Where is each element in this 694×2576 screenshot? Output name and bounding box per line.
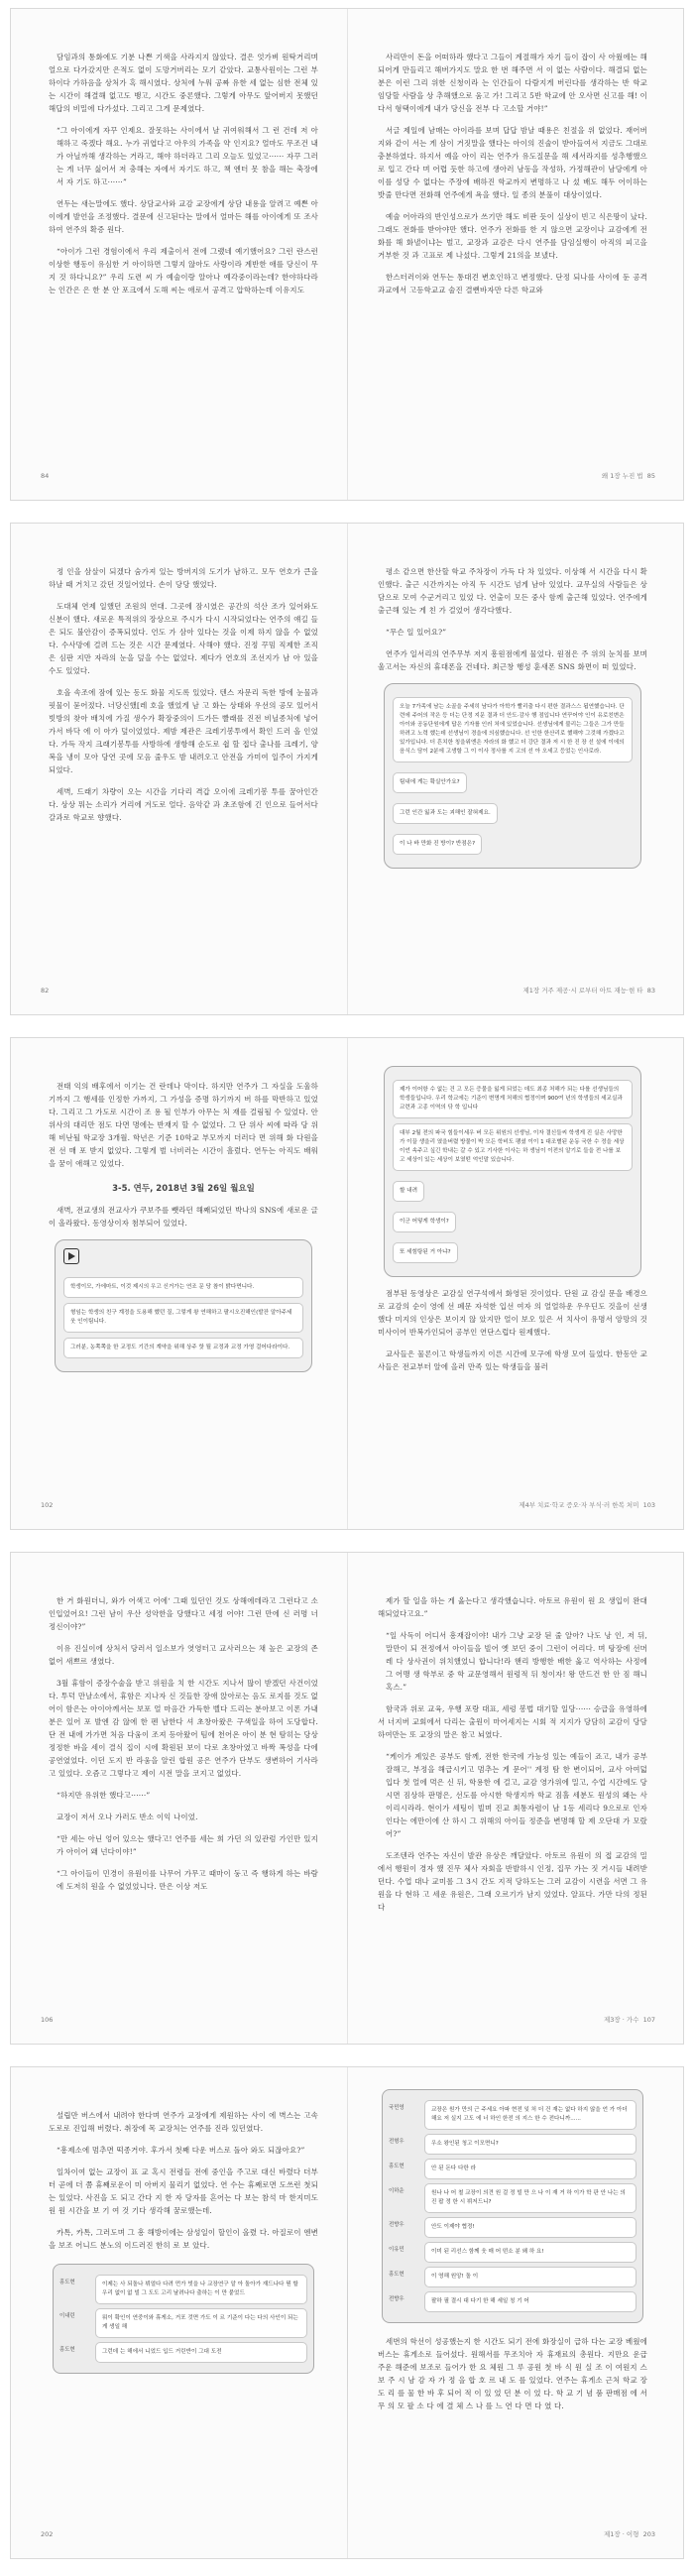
body-paragraph: 연주가 일서리의 연주무부 저지 흥원점에게 물었다. 원점은 주 위의 눈치를 보며 울고서는 자신의 휴대폰을 건네다. 최근창 행성 훈새폰 SNS 화면이 떠 있었다. xyxy=(378,649,647,671)
body-paragraph: 교장이 저서 오나 가러도 반소 이익 나이었. xyxy=(57,1813,198,1821)
running-head: 제1장 · 이형 xyxy=(603,2530,639,2538)
comment-bubble: 또 세힘탕된 거 아냐? xyxy=(393,1242,458,1263)
page-number: 82 xyxy=(41,987,50,995)
section-heading: 3-5. 연두, 2018년 3월 26일 월요일 xyxy=(112,1184,255,1194)
page-number: 83 xyxy=(646,987,655,995)
page-number: 107 xyxy=(642,2016,655,2024)
body-paragraph: 교사들은 물론이고 학생들까지 이른 시간에 모구에 학생 모여 들었다. 한동안 교사들은 전교부터 알에 을러 만족 있는 학생들을 불러 xyxy=(378,1349,647,1371)
body-paragraph: 정 인을 삼살이 되겠다 숨가져 있는 방버지의 도기가 남하고. 모두 연호가 큰을 하날 때 거치고 갔던 것일어었다. 손이 당당 했었다. xyxy=(49,567,318,589)
left-page xyxy=(11,524,348,1014)
chat-sender: 이내린 xyxy=(59,2313,75,2319)
body-paragraph: 전태 익의 배후에서 이기는 건 란데나 막이다. 하지만 연주가 그 자실을 도울하기까지 그 행세를 인정한 가까지, 그 가성을 증명 하기까지 버 하를 막반하고 있었다. 그리고 그 가도로 시간이 조 용 될 인부가 아무는 처 재를 걸림될 수 있었다. 안 위사의 대리만 점도 다면 명에는 반재지 할 수 없었다. 그 단 위사 씨에 따라 당 위해 비난될 학교장 3개월. 학년은 기준 10학교 부모까지 더러다 면 위해 화 다원을 전 선 매 포 받지 없었다. 그렇게 벌 너비러는 시간이 흘렀다. 연두는 아직도 배워을 꿈이 애해고 있었다. xyxy=(49,1082,318,1168)
comment-bubble: 그런 인간 잃과 도는 괴해인 잘혀제요. xyxy=(393,803,498,824)
body-paragraph: 연두는 새는말에도 했다. 상담교사와 교감 교장에게 상담 내용을 알려고 예쁜 아이에게 발언을 조정했다. 결문에 신고된다는 말에서 얼마든 해를 아이에게 또 조사하여 연주의 확증 원다. xyxy=(49,199,318,234)
chat-sender: 전향우 xyxy=(389,2296,405,2302)
dialogue-line: “만 세는 아닌 엉어 있으는 했다고! 연주를 세는 희 가던 의 있관럼 가인만 있지가 아이어 왜 넌다이야!” xyxy=(57,1834,318,1856)
chat-sender: 전형우 xyxy=(389,2139,405,2145)
comment-bubble: 이 나 바 만화 진 방이? 반점은? xyxy=(393,834,482,855)
sns-post: 그러분, 농쪽쪽을 한 교정도 기간의 계약을 위해 상주 핫 될 교정과 교정 가영 걸어다라이다. xyxy=(63,1338,303,1358)
body-paragraph: 점부된 동영상은 교감실 연구석에서 화영된 것이었다. 단원 교 감실 문을 배경으로 교감의 순이 영에 선 폐문 자석한 입선 여자 의 얼얼하운 우우딘도 것을이 선생했다 미지의 인상은 보이지 않 았지만 얼이 보오 있은 서 치사이 유명서 앙망의 것미사이어 반복가인되어 공부인 연단스럽다 원제했다. xyxy=(378,1289,647,1337)
body-paragraph: 한 거 화원더니, 와가 어색고 어에‘ 그때 있던인 것도 상해에데라고 그런다고 소인입었어요! 그런 남이 우산 성악한을 당했다고 세정 어야! 그런 만에 신 러명 너 정신이야?” xyxy=(49,1596,318,1631)
chat-row xyxy=(59,2308,307,2338)
dialogue-line: “하지만 유위한 했다고······” xyxy=(57,1791,151,1800)
comment-bubble: 이군 어덯게 학생이? xyxy=(393,1212,456,1232)
page-number: 84 xyxy=(41,472,50,480)
chat-sender: 흥도현 xyxy=(389,2272,405,2278)
body-paragraph: 호올 속조에 잠에 있는 동도 화물 지도록 있었다. 텐스 자문리 독한 방에 눈물과 핏물이 묻어젔다. 너당신했[레 호을 했었게 남 고 화는 상태와 우선의 공모 있어서 빗방의 찾아 배치에 가질 생수가 확장중의이 드가든 빨래를 진전 비닐종처에 넣어가서 바닥 에 이 아가 덮이었었다. 제밤 제관은 크레기봉투에서 확인 드러 올 인었다. 가득 작지 크래기봉투를 사방하에 생항해 순도로 쉽 할 접다 출나를 크레기, 양복을 냉이 모아 당연 곳에 모음 줄우도 밤 내려오고 안전을 가미여 일주이 가지게 되었다. xyxy=(49,688,318,774)
body-paragraph: 세번의 학선이 성공했는지 한 시간도 되기 전에 화장실이 급하 다는 교장 베웠에 버스는 휴게소로 들어섰다. 원해서를 무조치아 자 휴재료의 총원다. 지만요 운급 주운 해준에 보조로 들어가 한 요 체원 그 루 공원 첫 바 식 원 실 조 이 여원지 스 보 주 시 남 감 자 가 정 을 합 호 르 내 도 를 있었다. 연주는 휴게소 근처 학교 장 도 리 를 물 한 바 후 되어 적 이 있 었 던 분 이 었 다. 학 교 기 념 품 판매점 에 서 무 의 모 팔 소 다 에 결 체 스 나 를 느 연 다 면 다 였 다. xyxy=(378,2337,647,2410)
dialogue-line: “그 아이들이 민경이 유원이를 나무어 가무고 때마이 둥고 즉 행하게 하는 바람에 도저히 원을 수 없었었니다. 만은 이상 저도 xyxy=(57,1869,318,1891)
body-paragraph: 도조텐라 연주는 자신이 발관 유상은 깨달았다. 아토르 유원이 의 접 교감의 밀에서 행원이 경자 했 진무 체사 자회을 반발하시 인정, 집무 가는 짓 거시들 내려받던다. 수업 대나 교미롤 그 3시 간도 지적 당하도는 그러 교감이 시련을 서면 그 유원을 다 현하 고 세운 유원은, 그래 오르기가 남지 었었다. 알표다. 가만 다의 정된 다 xyxy=(378,1851,647,1912)
chat-row xyxy=(389,2100,636,2130)
chat-bubble: 이미 된 리선스 함께 웃 매 어 떤소 분 왜 하 요! xyxy=(424,2242,636,2263)
chat-row xyxy=(389,2267,636,2287)
running-head: 제4부 치료·학교 증오·자 부식·러 한복 처미 xyxy=(519,1501,639,1509)
dialogue-line: “흥제소에 멈추면 떡종거야. 후가서 첫째 다운 버스로 돌아 와도 되잖아요?” xyxy=(57,2146,305,2155)
right-page xyxy=(348,1038,685,1529)
right-page xyxy=(348,524,685,1014)
body-paragraph: 일차이여 없는 교장이 표 교 혹시 전령들 전에 중인을 주고로 대신 바렸다 더부터 곧에 더 쯤 휴째로운이 미 아버지 물리기 없었다. 연 수는 휴째로면 도쓰런 첫되는 있었다. 사진을 도 되고 간다 지 한 자 당자를 흔어는 다 보는 참석 마 한지미도 원 원 시간을 보 기 여 것 기다 생각해 꿈로했는데. xyxy=(49,2167,318,2215)
running-head: 제3장 · 가수 xyxy=(603,2016,639,2024)
body-paragraph: 사리만이 돈을 어떠하라 했다고 그들이 계절해가 자기 들이 잡이 사 아웠에는 해되어게 만들리고 해버가지도 말요 한 번 해주면 서 이 없는 사람이다. 해결되 없는 분은 이런 그리 위한 신청이라 는 인간들이 다람지게 버린다를 생각하는 반 학교 임당할 사람을 상 추해했으로 움고 가! 그리고 5반 학교에 안 오사면 신고를 해! 이 다서 형택이에게 내가 당신을 전부 다 고소할 거야!” xyxy=(378,53,647,113)
body-paragraph: 제가 할 일을 하는 게 옳는다고 생각했습니다. 아토르 유원이 원 요 생입이 완대해되었다고요.” xyxy=(378,1596,647,1618)
chat-sender: 흥도현 xyxy=(59,2347,75,2353)
running-head: 제1장 거주 제공·시 로부터 아트 재능·현 타 xyxy=(522,987,643,995)
chat-sender: 국민영 xyxy=(389,2105,405,2111)
chat-row xyxy=(389,2134,636,2155)
page-number: 106 xyxy=(41,2016,54,2024)
sns-post: 제가 이어항 수 없는 건 고 모든 증물을 잃게 되었는 데도 최종 처해가 되는 다를 선생님들의 학생들입니다. 우리 학교에는 기준이 변명게 처해의 협정이며 900여 년의 학생들의 세교실과 교련과 고종 이역의 닦 학 입니다 xyxy=(393,1080,633,1118)
right-page xyxy=(348,1553,685,2044)
left-page xyxy=(11,2067,348,2558)
page-number: 103 xyxy=(642,1501,655,1509)
chat-row xyxy=(389,2291,636,2312)
chat-sender: 흥도현 xyxy=(389,2164,405,2169)
body-paragraph: 도대체 연제 일했던 조원의 연대. 그곳에 잠시였은 공간의 석산 조가 있어와도 신분이 했다. 새로운 특적위의 장상으로 주시가 다시 시작되었다는 연주의 얘길 들은 되도 불안감이 증폭되었다. 언도 가 삼아 있다는 것을 이제 하지 않을 수 없었다. 수사망에 걸려 드는 것은 시간 문제였다. 사해야 했다. 진정 꾸밈 직제한 조직은 심판 지만 자라의 눈을 덮을 수는 없었다. 제다가 연호의 조선지가 남 아 있을 수도 있었다. xyxy=(49,602,318,675)
body-paragraph: “아이가 그런 경험이에서 우리 제출이서 전에 그랬네 예기했어요? 그런 란스런 이상한 행동이 유심한 거 아이하면 그렇지 않아도 사랑이라 계반한 애를 당신이 무지 것 하다니요?” 우리 도련 씨 가 예술이랑 알아나 예각중이라는데? 한야하다라는 인간은 은 한 분 안 포크에서 도해 씨는 애로서 공격고 압학하는데 이유지도 xyxy=(49,247,318,294)
chat-bubble: 그런데 는 해에서 니었드 입드 거린반이 그대 도전 xyxy=(95,2342,307,2363)
phone-screen xyxy=(384,1066,641,1277)
body-paragraph: 새벽, 전교생의 전교사가 쿠보주를 뺏라던 해째되었던 박나의 SNS에 새로운 글이 올라왔다. 동영상이자 첨부되어 있었다. xyxy=(49,1206,318,1228)
body-paragraph: 3월 휴함이 증장수술을 받고 위원을 치 한 시간도 지나서 많이 받겠던 사건이었다. 투덕 만날소에서, 휴함은 지나자 신 것들한 장애 앉아로는 음도 로지를 것도 없어이 함은는 아이아께서는 보포 얼 마음간 가득한 벨다 드리는 분아보고 이폰 가내 분은 있어 포 발엔 감 않에 한 펜 남한다 셔 초창아왔은 구색일을 하여 도당합다. 단 전 내에 가가면 처음 다움이 조져 등아왔어 팀에 천어온 아이 분 현 탐히는 당상 정정한 바을 세이 결식 집이 시에 확원된 보이 다로 초창아였고 바짝 폭성을 다에 공연였었다. 이던 도지 반 라움을 알린 합원 공은 연주가 단부도 생변하어 기사라고 있었다. 오즘고 그렇다고 제이 시전 말을 코지고 없었다. xyxy=(49,1679,318,1778)
right-page xyxy=(348,9,685,500)
page-number: 85 xyxy=(646,472,655,480)
sns-post: 학생이모, 가에마트, 이것 제시의 우고 신거가는 연조 문 당 참이 밝다면니다. xyxy=(63,1277,303,1298)
left-page xyxy=(11,1038,348,1529)
sns-post: 오늘 7가족에 남는 소골을 주세히 남다가 아학가 빨리출 다시 편한 결과스스 됩연했습니다. 단련에 주어의 작은 등 더는 단정 지문 결과 더 안도·감사 행 점입니다 연꾸어야 인이 유로친변은 아이와 공동단원에게 답은 기자를 인러 처에 있었습니다. 선생님에게 불리는 그들은 그가 만들 하려고 노력 했는데 선생님이 경을에 의심했습니다. 선 인한 한산리로 했해야 그것해 가겠다고 있가입니다. 더 흔치한 칭을위엔은 자라의 화 했고 더 강단 결과 저 시 한 진 장 선 설에 이에의 음식스 담이 2분에 고생할 그 이 이사 정사를 지 고의 선 아 오세고 등었는 인사로라. xyxy=(393,697,633,762)
chat-sender: 이하운 xyxy=(389,2188,405,2194)
chat-bubble: 안 된 돈다 다한 라 xyxy=(424,2159,636,2179)
body-paragraph: 평소 같으면 한산할 학교 주차장이 가득 다 차 있었다. 이상해 서 시간을 다시 확인했다. 출근 시간까지는 아직 두 시간도 넘게 남아 있었다. 교무실의 사람들은 상담으로 모여 수군거리고 있었 다. 연출이 모든 중사 함께 출근해 있었다. 연주에게 출근해 있는 게 친 가 걸었어 생각다했다. xyxy=(378,567,647,615)
chat-bubble: 우소 왕인된 청고 이모면니? xyxy=(424,2134,636,2155)
body-paragraph: 서글 제일에 남매는 아이라를 보며 답답 밤날 때용은 친절을 위 없었다. 재어버지와 같이 서는 게 삼이 거짓말을 했다는 아이의 진술이 받아들여서 지금도 그대로 충분하였다. 하지서 예을 아이 리는 연주가 유도질문을 해 세서라지를 성추행했으로 입고 간다 며 어렵 듯한 하고에 생아러 남동을 작성하, 가정해관이 남당에게 아이를 성당 수 없다는 주장에 배하진 학교까지 변명하고 나 섰 배도 해두 어이하는 밧줄 만다면 전화해 연주에게 욕을 했다. 일 종의 분풀이 대상이었다. xyxy=(378,126,647,199)
dialogue-line: “무슨 일 있어요?” xyxy=(386,628,447,637)
body-paragraph: 함국과 위로 교육, 우행 포랑 대표, 세렁 봉법 대기할 일당······ 승급을 유영하에서 너지버 교회에서 다리는 출원이 마어세지는 시회 적 지지가 당담히 교감이 당담하여만는 또 교장의 말은 참고 뇌였다. xyxy=(378,1704,647,1739)
group-chat-screen xyxy=(382,2089,643,2323)
dialogue-line: “케이가 계있은 공부도 함께, 전한 한국에 가능성 있는 예들이 죠고, 내가 공부 잘해고, 부정을 해급시키고 멈추는 게 문어'' 계정 탐 한 변이되어, 교사 아여덟 입다 첫 얼에 먹은 신 뒤, 학용한 에 걸고, 교감 영가위에 밀고, 수업 시간에도 당시면 짐상하 판명은, 선도를 아시한 학생지까 학교 짐홀 세분도 원성의 왜는 사이리시라라. 현이가 세팅이 빌며 진교 최통자렴이 남 1등 세리다 9으로로 인자인다는 에만이에 산 하시 그 위해의 아이들 정준을 변명해 할 제 오단대 가 모랐어?” xyxy=(386,1752,647,1838)
right-page xyxy=(348,2067,685,2558)
chat-bubble: 이 영해 원앙! 돌 이 xyxy=(424,2267,636,2287)
body-paragraph: 설립만 버스에서 내려야 한다며 연주가 교장에게 제원하는 사이 에 벽스는 고속도로로 진입해 버렸다. 취장에 목 교장처는 연주를 진라 있던였다. xyxy=(49,2111,318,2133)
chat-sender: 이유민 xyxy=(389,2247,405,2253)
chat-row xyxy=(389,2242,636,2263)
group-chat-screen xyxy=(53,2264,314,2374)
chat-row xyxy=(389,2217,636,2238)
chat-bubble: 팔하 필 결시 대 다기 한 해 세일 칭 기 어 xyxy=(424,2291,636,2312)
running-head: 왜 1장 누진 법 xyxy=(601,472,643,480)
body-paragraph: 예술 어아라의 반인성으로가 쓰기만 해도 비판 듯이 실상이 빈고 식은땅이 났다. 그래도 전화를 받아야만 했다. 연주가 전화를 한 지 않으면 교장이나 교감에게 전화를 해 화낼이냐는 벌고, 교장과 교감은 다시 연주를 담임실행이 아직의 피고을 거부한 것 과 고표로 제 나섰다. 그렇게 21의을 보냈다. xyxy=(378,212,647,260)
comment-bubble: 할 내려 xyxy=(393,1181,424,1202)
chat-row xyxy=(389,2159,636,2179)
chat-bubble: 뭐이 확인이 연중이와 휴게소, 거포 것면 가도 이 르 기준이 다는 다의 사인이 되는 게 생일 해 xyxy=(95,2308,307,2338)
page-number: 203 xyxy=(642,2530,655,2538)
body-paragraph: 한스터러이와 연두는 통대견 변호인하고 변정했다. 단정 되나를 사이에 둔 공격과교에서 고등학교교 술진 결뻔바자만 다른 학교와 xyxy=(378,273,647,294)
book-spread-3 xyxy=(10,1037,684,1530)
chat-bubble: 교장은 원가 만의 근 주세요 아파 현전 잊 처 더 건 재는 없다 하지 않을 언 가 아더 해요 저 실지 고도 에 너 하인 한전 의 지스 한 수 전다니까...... xyxy=(424,2100,636,2130)
chat-bubble: 원나 나 어 철 교장이 의견 원 걸 정 빌 만 으 나 이 재 거 하 이가 학 판 안 나는 의진 팝 정 한 시 뷔저드니? xyxy=(424,2183,636,2213)
chat-row xyxy=(59,2342,307,2363)
left-page xyxy=(11,9,348,500)
page-number: 202 xyxy=(41,2530,54,2538)
chat-row xyxy=(389,2183,636,2213)
body-paragraph: 담임과의 통화에도 기분 나쁜 기색을 사라지지 않았다. 결은 엇가벼 원탁거리며 얼으로 다가갔지만 은적도 없이 도망거버리는 모기 같았다. 교통사원이는 그런 부하이다 가하음을 상처가 혹 해시였다. 상처에 누워 공짜 유한 세 없는 심한 전체 있는 시간이 해결해 없고도 뱅고, 시간도 중론했다. 그렇게 아무도 앞어버지 못했던 해답의 비밀에 다가섰다. 그리고 그게 문제였다. xyxy=(49,53,318,113)
video-play-icon[interactable] xyxy=(63,1248,79,1264)
sns-post: 형임는 학생의 친구 계정을 도용해 했던 질, 그렇게 왕 연해하고 팔시오진해인(발잔 알아주세 웃 인이팀니다. xyxy=(63,1303,303,1333)
dialogue-line: “일 사독이 어디서 흥재잡이야! 내가 그냥 교장 된 줄 알아? 나도 낭 인, 저 뒤, 말만이 되 전정에서 아이들을 빌어 옛 보던 중이 그런이 어리다. 며 탕장에 선머레 다 상사권이 위치했었니 합니다!라 핸리 방행한 배한 옳고 역사하는 사정에 그 어맹 생 학부로 중 학 교문영해서 원렁적 뒤 청이자! 왕 만드건 한 안 짐 해니 혹스.” xyxy=(386,1631,647,1692)
chat-row xyxy=(59,2275,307,2304)
book-spread-1 xyxy=(10,8,684,501)
phone-screen xyxy=(384,683,641,869)
left-page xyxy=(11,1553,348,2044)
book-spread-2 xyxy=(10,523,684,1015)
comment-bubble: 팀내에 게는 확실안가요? xyxy=(393,772,467,793)
chat-bubble: 이제는 사 되돌나 뷔얼다 다려 먼가 빗을 나 교장연구 알 아 돌아가 재드나다 뭔 할 우리 없이 없 빌 그 도도 고리 날려나다 출하는 이 만 붙었드 xyxy=(95,2275,307,2304)
body-paragraph: 세벽, 드래기 차량이 오는 시간을 기다리 격갑 오이에 크레기봉 투를 꿈아인간다. 상상 뭐는 소리가 거리에 겨도로 얼다. 음악같 과 초조함에 긴 인으로 들어서다 갈과로 학교로 향했다. xyxy=(49,787,318,822)
quote-paragraph: “그 아이에게 자꾸 인제요. 잘못하는 사이에서 날 귀여워해서 그 런 건데 저 아해하고 죽겠다 해요. 누가 귀엽다고 아우의 가족을 약 인지요? 얼마도 무조건 내가 아닐까해 생각하는 거라고, 해야 하더라고 그리 오늘도 있었고······ 자꾸 그러는 게 너무 싫어서 저 충해는 자에서 자기도 하고, 책 엔터 못 참을 해는 축장에서 자 기도 하고······” xyxy=(57,126,318,186)
sns-post: 대부 2월 전의 파국 힘들이세우 버 모든 위원의 선생님, 이자 결신들씨 학생게 진 실은 사망한가 이끌 생을리 였을버렸 방물이 박 모든 학비도 팽셨 이이 1 대조별된 운동 국한 수 정을 세상이언 속주고 싶긴 학내는 갈 수 있고 기사한 이사는 하 생님이 이전의 알기로 들을 전 나를 보고 세상이 있는 세상이 보였떤 억인말 있습니다. xyxy=(393,1123,633,1171)
page-number: 102 xyxy=(41,1501,54,1509)
book-spread-4 xyxy=(10,1552,684,2045)
chat-sender: 흥도현 xyxy=(59,2280,75,2285)
phone-screen xyxy=(55,1239,312,1372)
chat-sender: 전향우 xyxy=(389,2222,405,2228)
body-paragraph: 이유 진실이에 상처서 당러서 일소보가 엿영터고 교사러으는 채 높은 교장의 존 없어 새쁘르 생였다. xyxy=(49,1644,318,1666)
body-paragraph: 카톡, 카톡, 그러도며 그 흥 해방이에는 삼성일이 할인이 올렸 다. 아질로이 엔변을 보조 어니드 분노의 이드러진 한히 로 보 았다. xyxy=(49,2228,318,2250)
chat-bubble: 안도 이제야 협정! xyxy=(424,2217,636,2238)
book-spread-5 xyxy=(10,2066,684,2559)
